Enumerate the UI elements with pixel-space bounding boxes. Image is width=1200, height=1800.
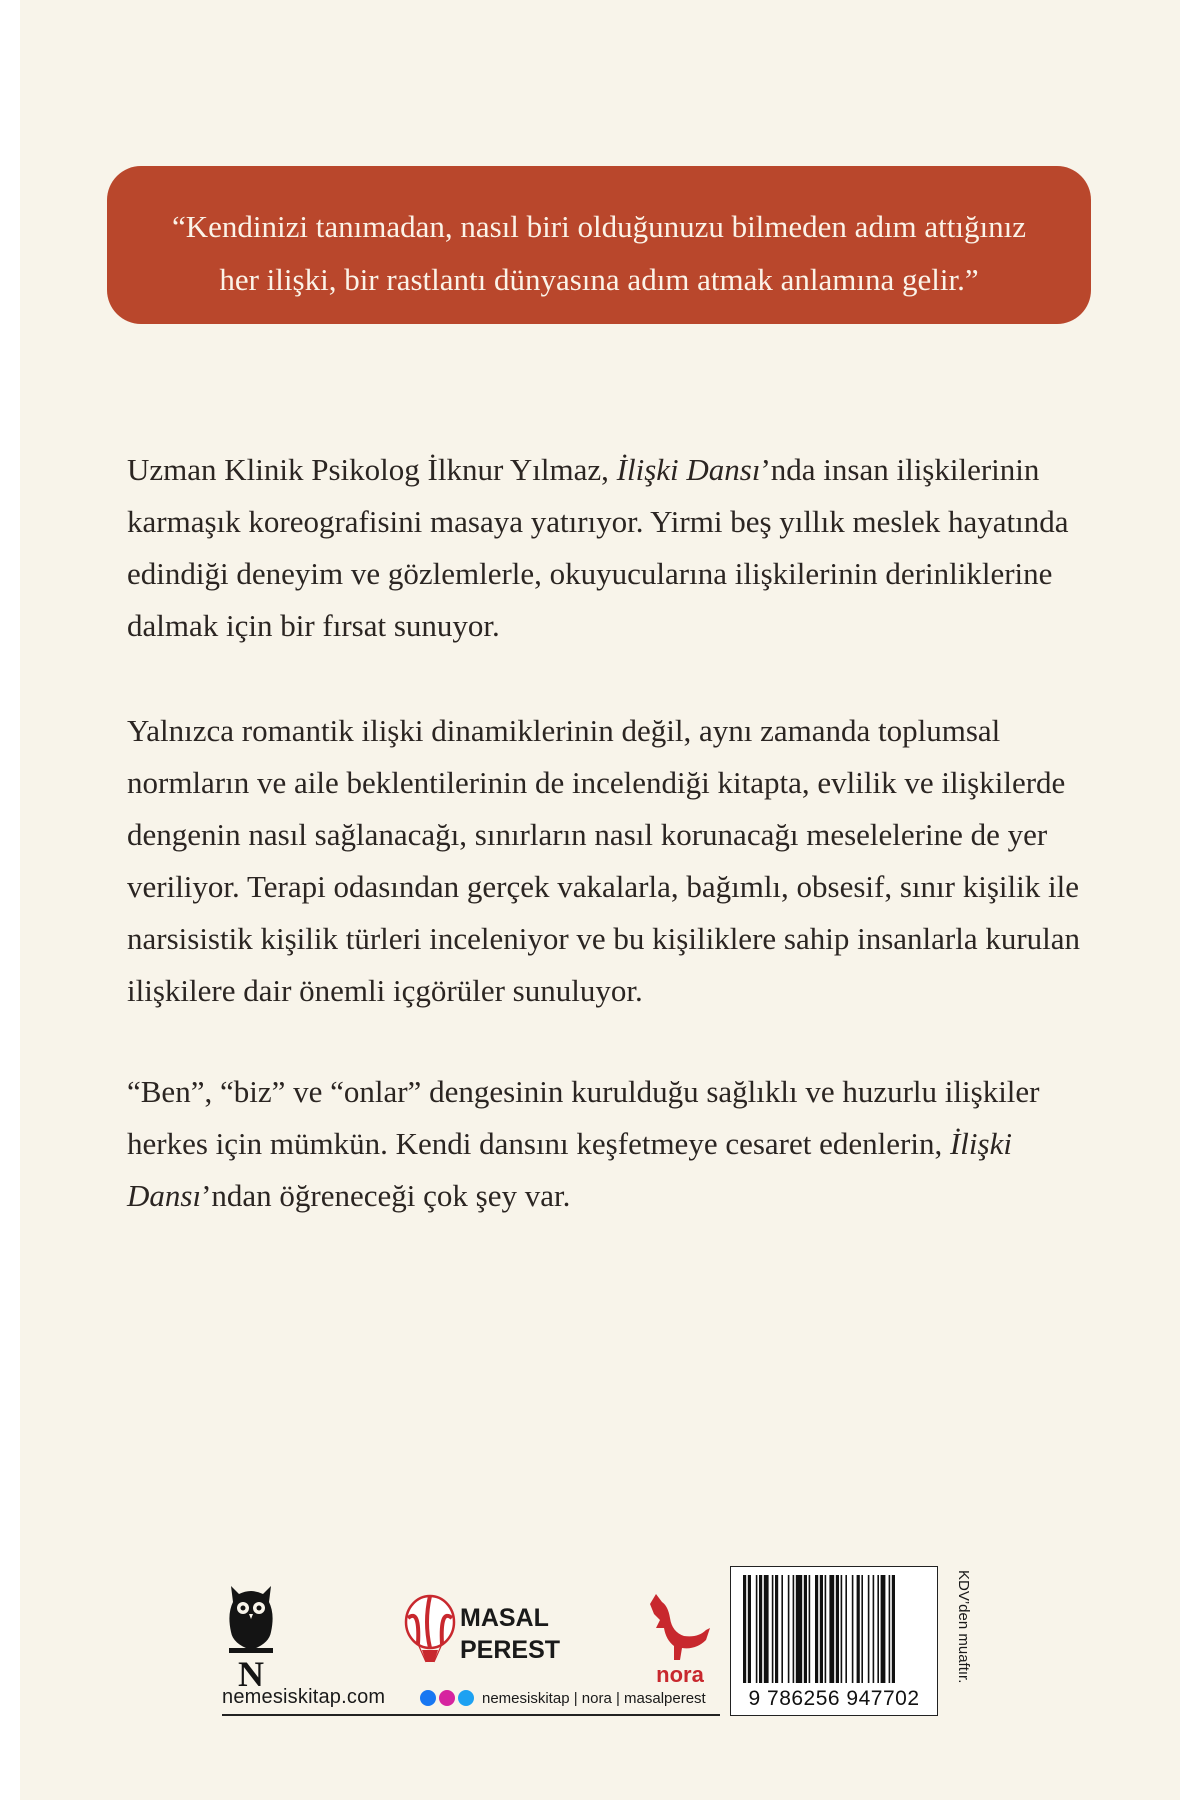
barcode-bar (873, 1575, 875, 1683)
barcode-bar (815, 1575, 818, 1683)
publisher-website[interactable]: nemesiskitap.com (222, 1686, 386, 1708)
barcode-bar (764, 1575, 769, 1683)
barcode-bar (759, 1575, 762, 1683)
paragraph-1-rest: ’nda insan ilişkilerinin karmaşık koreografisini masaya yatırıyor. Yirmi beş yıllık meslek hayatında edindiği deneyim ve gözlemlerle, okuyucularına ilişkilerinin derinliklerine dalmak için bir fırsat sunuyor. (127, 452, 1069, 643)
nora-wordmark: nora (656, 1662, 704, 1687)
barcode-bar (892, 1575, 895, 1683)
barcode-bar (793, 1575, 795, 1683)
paragraph-3 (127, 1066, 1107, 1222)
paragraph-2: Yalnızca romantik ilişki dinamiklerinin değil, aynı zamanda toplumsal normların ve aile beklentilerinin de incelendiği kitapta, evlilik ve ilişkilerde dengenin nasıl sağlanacağı, sınırların nasıl korunacağı meselelerine de yer veriliyor. Terapi odasından gerçek vakalarla, bağımlı, obsesif, sınır kişilik ile narsisistik kişilik türleri inceleniyor ve bu kişiliklere sahip insanlarla kurulan ilişkilere dair önemli içgörüler sunuluyor. (127, 713, 1081, 1008)
description (127, 444, 1107, 1275)
barcode-bar (857, 1575, 860, 1683)
barcode-bar (756, 1575, 758, 1683)
tax-exempt-note: KDV’den muaftır. (955, 1570, 972, 1684)
barcode-bar (845, 1575, 847, 1683)
masal-word-2: PEREST (460, 1636, 561, 1664)
barcode-bar (781, 1575, 783, 1683)
barcode-bar (825, 1575, 827, 1683)
barcode-bar (829, 1575, 834, 1683)
paragraph-3-rest: ’ndan öğreneceği çok şey var. (201, 1178, 571, 1213)
social-handles: nemesiskitap | nora | masalperest (482, 1689, 706, 1707)
barcode-bar (868, 1575, 870, 1683)
footer-divider (222, 1714, 720, 1716)
quote-box (107, 166, 1091, 324)
twitter-icon[interactable] (458, 1690, 474, 1706)
facebook-icon[interactable] (420, 1690, 436, 1706)
nora-logo (640, 1584, 720, 1688)
barcode-bar (796, 1575, 802, 1683)
quote-line-1: “Kendinizi tanımadan, nasıl biri olduğunuzu bilmeden adım attığınız (171, 209, 1026, 244)
paragraph-1 (127, 444, 1107, 652)
book-title-mention: İlişki Dansı (127, 1126, 1012, 1213)
barcode-bar (877, 1575, 879, 1683)
barcode-bar (861, 1575, 863, 1683)
barcode-bar (804, 1575, 807, 1683)
barcode-bar (772, 1575, 774, 1683)
barcode-bar (788, 1575, 790, 1683)
nemesis-letter: N (238, 1654, 264, 1694)
barcode-bar (820, 1575, 823, 1683)
nemesis-owl-logo (223, 1580, 279, 1694)
masalperest-logo (400, 1588, 561, 1688)
paragraph-1-start: Uzman Klinik Psikolog İlknur Yılmaz, (127, 452, 617, 487)
barcode-bar (775, 1575, 778, 1683)
isbn-barcode (730, 1566, 938, 1716)
book-title-mention: İlişki Dansı (616, 452, 761, 487)
barcode-bar (889, 1575, 891, 1683)
barcode-bar (881, 1575, 886, 1683)
book-back-cover (20, 0, 1180, 1800)
quote-line-2: her ilişki, bir rastlantı dünyasına adım atmak anlamına gelir.” (219, 262, 979, 297)
barcode-bar (852, 1575, 854, 1683)
publisher-footer (20, 1560, 1180, 1720)
barcode-bar (836, 1575, 839, 1683)
isbn-number: 9 786256 947702 (748, 1687, 920, 1710)
barcode-bar (748, 1575, 751, 1683)
barcode-bar (841, 1575, 843, 1683)
instagram-icon[interactable] (439, 1690, 455, 1706)
masal-word-1: MASAL (460, 1604, 549, 1632)
social-links (420, 1688, 706, 1708)
barcode-bar (743, 1575, 746, 1683)
barcode-bar (809, 1575, 811, 1683)
barcode-bars (739, 1575, 929, 1687)
paragraph-3-start: “Ben”, “biz” ve “onlar” dengesinin kurulduğu sağlıklı ve huzurlu ilişkiler herkes için mümkün. Kendi dansını keşfetmeye cesaret edenlerin, (127, 1074, 1040, 1161)
